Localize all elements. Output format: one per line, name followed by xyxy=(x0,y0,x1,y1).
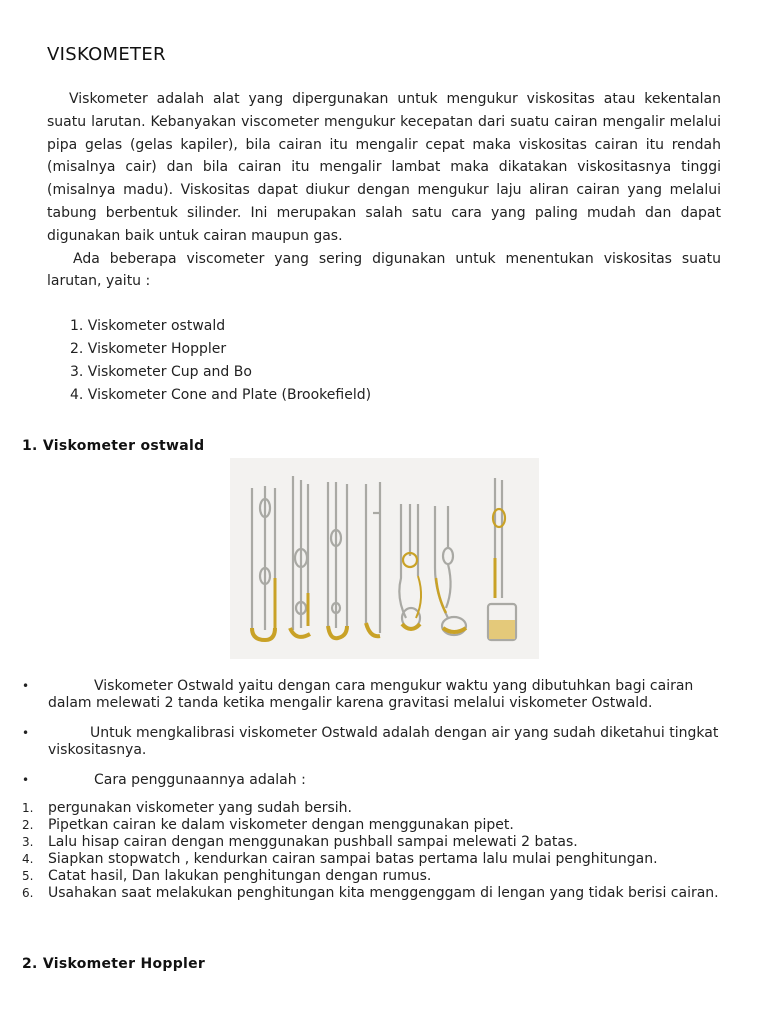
bullet-icon: • xyxy=(22,726,30,740)
list-item: 2. Viskometer Hoppler xyxy=(70,341,227,357)
intro-text xyxy=(47,88,721,293)
list-item: 4. Viskometer Cone and Plate (Brookefield) xyxy=(70,387,372,403)
list-item: 5. Catat hasil, Dan lakukan penghitungan dengan rumus. xyxy=(22,868,432,884)
list-item: 4. Siapkan stopwatch , kendurkan cairan sampai batas pertama lalu mulai penghitungan. xyxy=(22,851,658,867)
list-item: 3. Lalu hisap cairan dengan menggunakan pushball sampai melewati 2 batas. xyxy=(22,834,578,850)
list-item: 3. Viskometer Cup and Bo xyxy=(70,364,252,380)
list-item: 6. Usahakan saat melakukan penghitungan kita menggenggam di lengan yang tidak berisi cairan. xyxy=(22,885,719,901)
viscometer-glassware-illustration xyxy=(230,458,539,659)
section-heading-ostwald: 1. Viskometer ostwald xyxy=(22,438,205,454)
viscometer-types-list xyxy=(70,315,371,407)
page-title: VISKOMETER xyxy=(47,44,166,65)
ostwald-viscometers-photo xyxy=(230,458,539,659)
list-item: • Cara penggunaannya adalah : xyxy=(22,772,306,788)
intro-paragraph-2: Ada beberapa viscometer yang sering digunakan untuk menentukan viskositas suatu larutan, yaitu : xyxy=(47,250,721,290)
list-item: 2. Pipetkan cairan ke dalam viskometer dengan menggunakan pipet. xyxy=(22,817,514,833)
ostwald-bullet-list xyxy=(22,678,722,789)
ostwald-usage-steps xyxy=(22,800,722,902)
list-item: • Viskometer Ostwald yaitu dengan cara mengukur waktu yang dibutuhkan bagi cairan dalam melewati 2 tanda ketika mengalir karena gravitasi melalui viskometer Ostwald. xyxy=(22,678,694,711)
list-item: 1. pergunakan viskometer yang sudah bersih. xyxy=(22,800,352,816)
section-heading-hoppler: 2. Viskometer Hoppler xyxy=(22,956,206,972)
list-item: 1. Viskometer ostwald xyxy=(70,318,226,334)
list-item: • Untuk mengkalibrasi viskometer Ostwald adalah dengan air yang sudah diketahui tingkat viskositasnya. xyxy=(22,725,719,758)
intro-paragraph-1: Viskometer adalah alat yang dipergunakan untuk mengukur viskositas atau kekentalan suatu larutan. Kebanyakan viscometer mengukur kecepatan dari suatu cairan mengalir melalui pipa gelas (gelas kapiler), bila cairan itu mengalir cepat maka viskositas cairan itu rendah (misalnya cair) dan bila cairan itu mengalir lambat maka dikatakan viskositasnya tinggi (misalnya madu). Viskositas dapat diukur dengan mengukur laju aliran cairan yang melalui tabung berbentuk silinder. Ini merupakan salah satu cara yang paling mudah dan dapat digunakan baik untuk cairan maupun gas. xyxy=(47,91,721,244)
bullet-icon: • xyxy=(22,773,30,787)
viscometer-tube-2 xyxy=(290,476,310,637)
bullet-icon: • xyxy=(22,679,30,693)
